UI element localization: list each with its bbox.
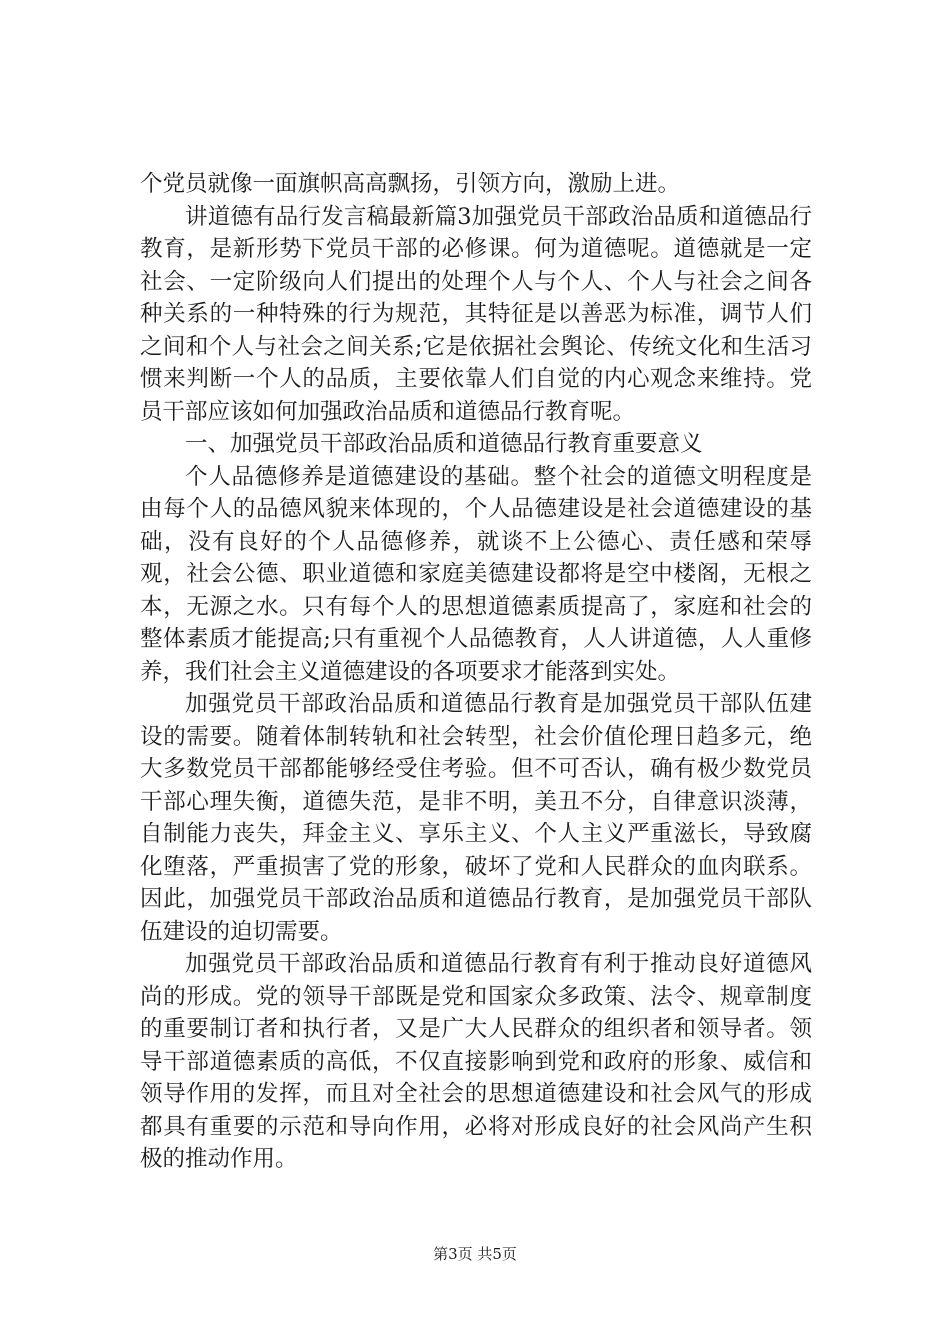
paragraph-team-building: 加强党员干部政治品质和道德品行教育是加强党员干部队伍建设的需要。随着体制转轨和社会转型，社会价值伦理日趋多元，绝大多数党员干部都能够经受住考验。但不可否认，确有极少数党员干部心理失衡，道德失范，是非不明，美丑不分，自律意识淡薄，自制能力丧失，拜金主义、享乐主义、个人主义严重滋长，导致腐化堕落，严重损害了党的形象，破坏了党和人民群众的血肉联系。因此，加强党员干部政治品质和道德品行教育，是加强党员干部队伍建设的迫切需要。 bbox=[140, 691, 812, 945]
section-heading: 一、加强党员干部政治品质和道德品行教育重要意义 bbox=[185, 431, 703, 457]
document-body bbox=[140, 168, 812, 1176]
page-number-footer: 第3页 共5页 bbox=[433, 1245, 517, 1263]
paragraph-continuation: 个党员就像一面旗帜高高飘扬，引领方向，激励上进。 bbox=[140, 171, 681, 197]
paragraph-intro: 讲道德有品行发言稿最新篇3加强党员干部政治品质和道德品行教育，是新形势下党员干部的必修课。何为道德呢。道德就是一定社会、一定阶级向人们提出的处理个人与个人、个人与社会之间各种关系的一种特殊的行为规范，其特征是以善恶为标准，调节人们之间和个人与社会之间关系;它是依据社会舆论、传统文化和生活习惯来判断一个人的品质，主要依靠人们自觉的内心观念来维持。党员干部应该如何加强政治品质和道德品行教育呢。 bbox=[140, 203, 812, 425]
paragraph-moral-atmosphere: 加强党员干部政治品质和道德品行教育有利于推动良好道德风尚的形成。党的领导干部既是党和国家众多政策、法令、规章制度的重要制订者和执行者，又是广大人民群众的组织者和领导者。领导干部道德素质的高低，不仅直接影响到党和政府的形象、威信和领导作用的发挥，而且对全社会的思想道德建设和社会风气的形成都具有重要的示范和导向作用，必将对形成良好的社会风尚产生积极的推动作用。 bbox=[140, 951, 812, 1172]
paragraph-personal-morality: 个人品德修养是道德建设的基础。整个社会的道德文明程度是由每个人的品德风貌来体现的，个人品德建设是社会道德建设的基础，没有良好的个人品德修养，就谈不上公德心、责任感和荣辱观，社会公德、职业道德和家庭美德建设都将是空中楼阁，无根之本，无源之水。只有每个人的思想道德素质提高了，家庭和社会的整体素质才能提高;只有重视个人品德教育，人人讲道德，人人重修养，我们社会主义道德建设的各项要求才能落到实处。 bbox=[140, 463, 812, 685]
